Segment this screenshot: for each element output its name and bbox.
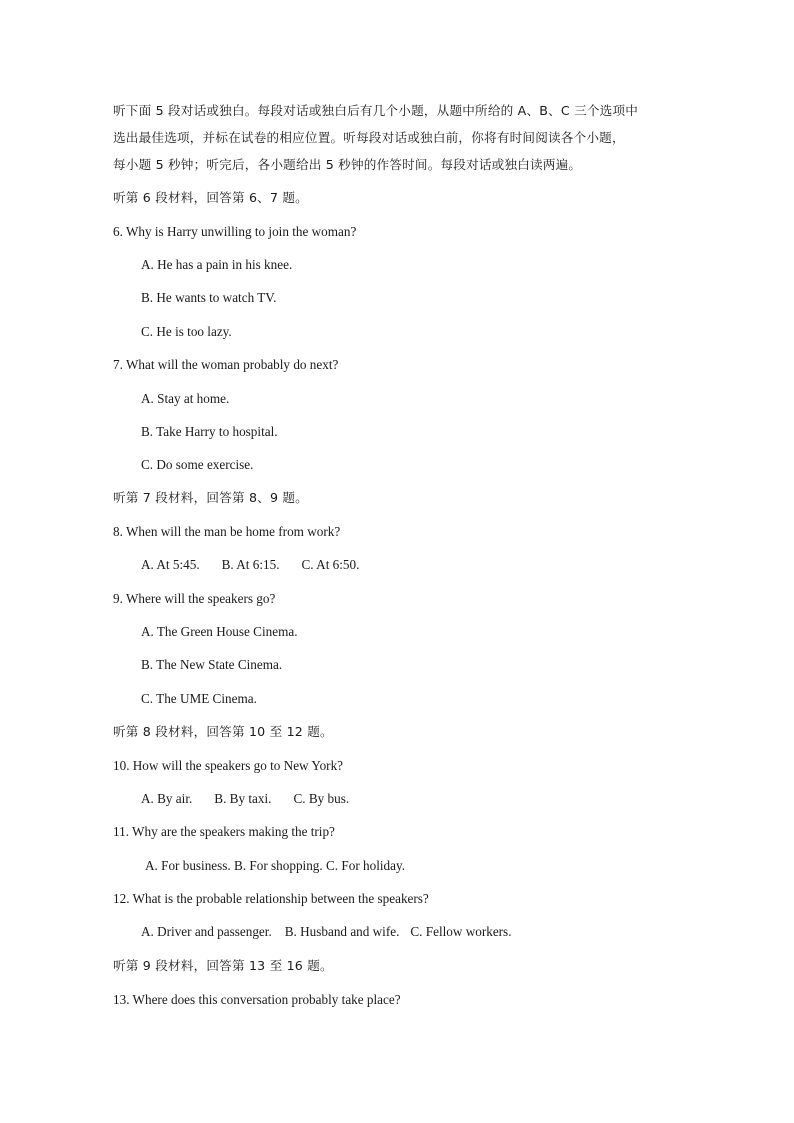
instructions-line-2: 选出最佳选项，并标在试卷的相应位置。听每段对话或独白前，你将有时间阅读各个小题， [113, 130, 625, 145]
question-12-option-c: C. Fellow workers. [410, 924, 512, 939]
question-9-option-c: C. The UME Cinema. [141, 691, 257, 706]
question-10-option-b: B. By taxi. [214, 791, 272, 806]
question-11-option-b: B. For shopping. [234, 858, 323, 873]
question-6-option-a: A. He has a pain in his knee. [141, 257, 293, 272]
question-9-option-b: B. The New State Cinema. [141, 657, 283, 672]
section-heading-6: 听第 6 段材料，回答第 6、7 题。 [113, 190, 308, 205]
instructions-line-1: 听下面 5 段对话或独白。每段对话或独白后有几个小题，从题中所给的 A、B、C 三个选项中 [113, 103, 639, 118]
question-12-stem: 12. What is the probable relationship between the speakers? [113, 891, 429, 906]
question-9-stem: 9. Where will the speakers go? [113, 591, 276, 606]
question-11-option-a: A. For business. [145, 858, 231, 873]
question-8-option-c: C. At 6:50. [301, 557, 360, 572]
section-heading-7: 听第 7 段材料，回答第 8、9 题。 [113, 490, 308, 505]
question-13-stem: 13. Where does this conversation probably take place? [113, 992, 401, 1007]
question-8-options [141, 556, 359, 574]
question-12-options [141, 923, 512, 941]
question-8-stem: 8. When will the man be home from work? [113, 524, 341, 539]
question-9-option-a: A. The Green House Cinema. [141, 624, 298, 639]
section-heading-9: 听第 9 段材料，回答第 13 至 16 题。 [113, 958, 333, 973]
question-10-stem: 10. How will the speakers go to New York? [113, 758, 344, 773]
question-7-option-c: C. Do some exercise. [141, 457, 254, 472]
question-10-option-c: C. By bus. [293, 791, 350, 806]
question-6-option-c: C. He is too lazy. [141, 324, 232, 339]
question-11-options [145, 857, 405, 875]
question-8-option-b: B. At 6:15. [221, 557, 280, 572]
section-heading-8: 听第 8 段材料，回答第 10 至 12 题。 [113, 724, 333, 739]
question-7-option-b: B. Take Harry to hospital. [141, 424, 278, 439]
question-6-stem: 6. Why is Harry unwilling to join the woman? [113, 224, 357, 239]
question-10-options [141, 790, 349, 808]
question-11-option-c: C. For holiday. [326, 858, 406, 873]
question-10-option-a: A. By air. [141, 791, 193, 806]
question-12-option-b: B. Husband and wife. [284, 924, 400, 939]
question-7-option-a: A. Stay at home. [141, 391, 230, 406]
instructions-line-3: 每小题 5 秒钟；听完后，各小题给出 5 秒钟的作答时间。每段对话或独白读两遍。 [113, 157, 582, 172]
question-8-option-a: A. At 5:45. [141, 557, 200, 572]
question-7-stem: 7. What will the woman probably do next? [113, 357, 339, 372]
question-12-option-a: A. Driver and passenger. [141, 924, 272, 939]
question-6-option-b: B. He wants to watch TV. [141, 290, 277, 305]
question-11-stem: 11. Why are the speakers making the trip? [113, 824, 335, 839]
